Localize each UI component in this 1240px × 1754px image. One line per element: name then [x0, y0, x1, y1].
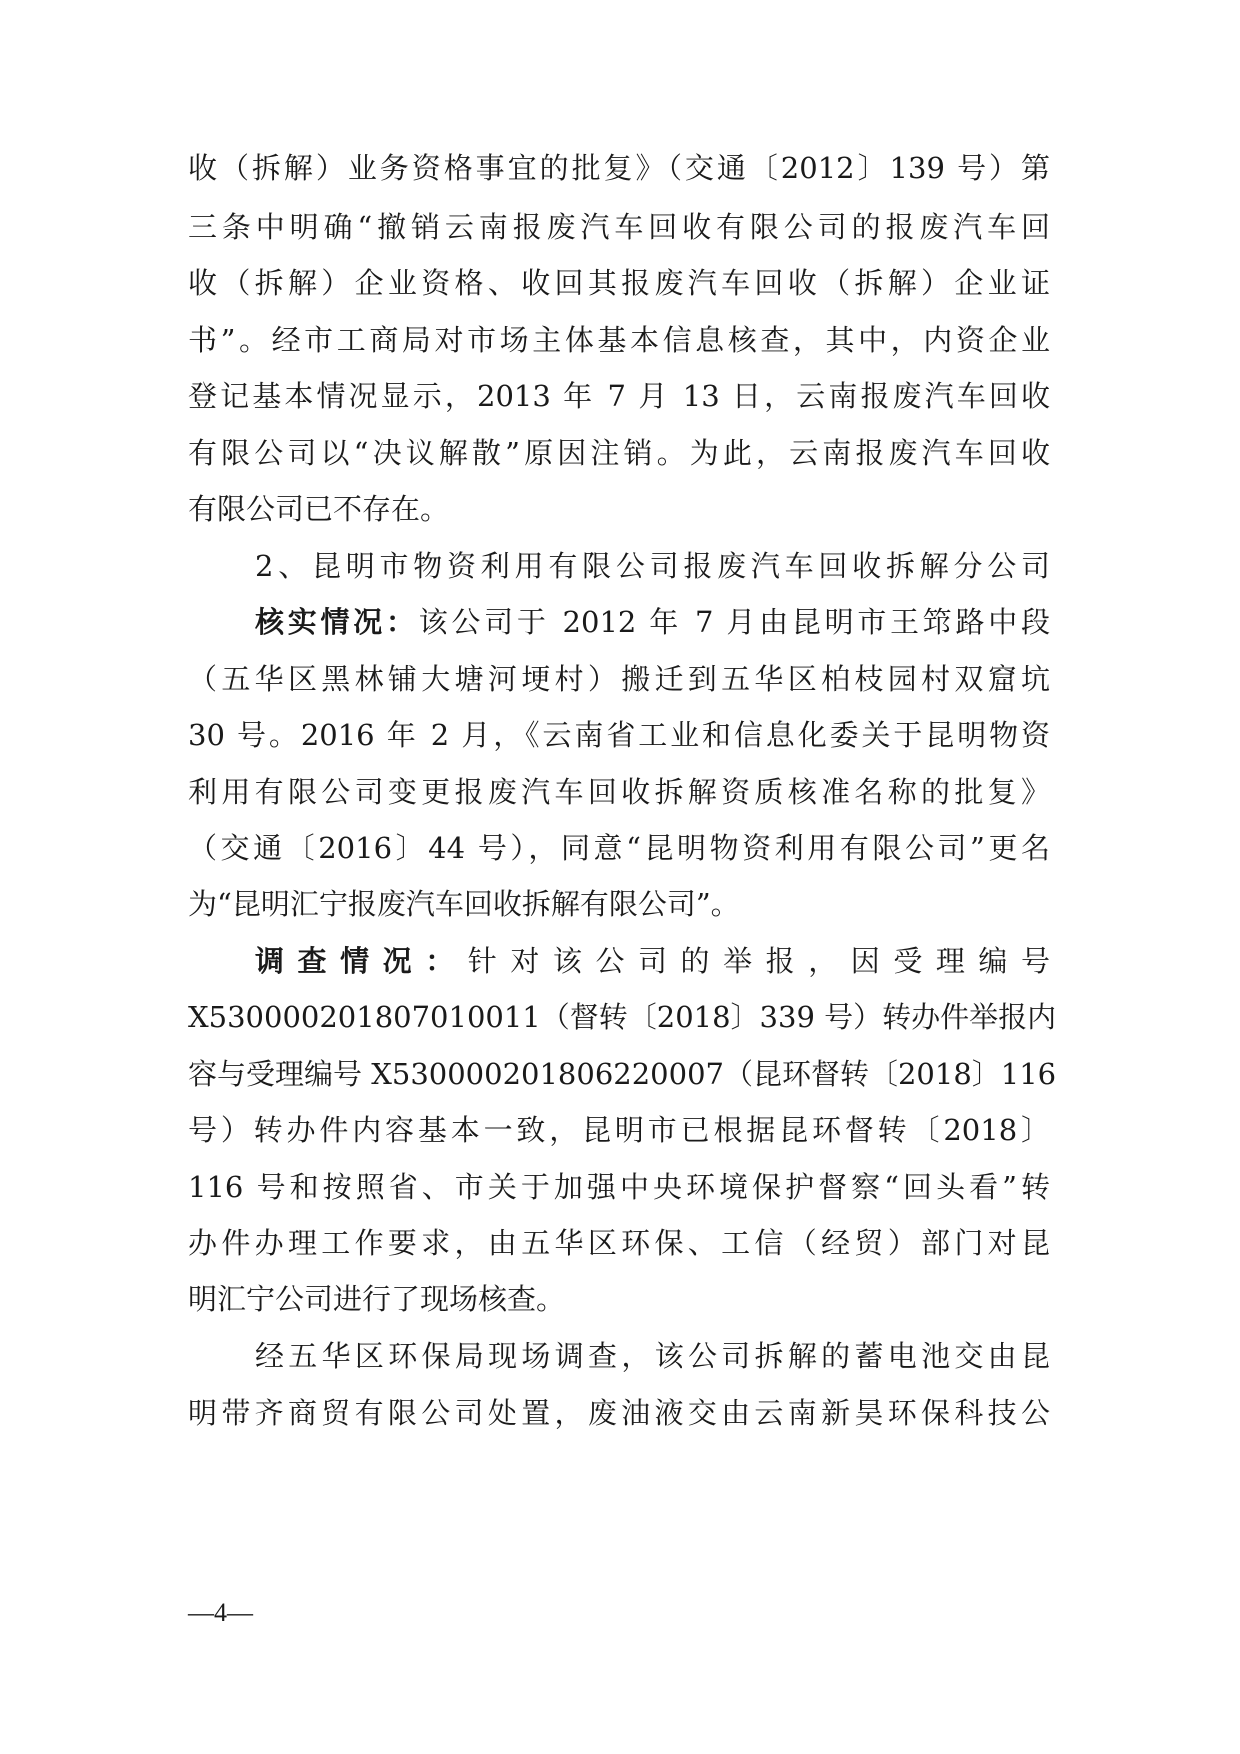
body-line-18: 号）转办件内容基本一致，昆明市已根据昆环督转〔2018〕 [188, 1113, 1050, 1147]
investigation-text: 针对该公司的举报，因受理编号 [467, 944, 1050, 978]
investigation-paragraph-line-1 [255, 941, 1050, 981]
body-line-3: 收（拆解）企业资格、收回其报废汽车回收（拆解）企业证 [188, 266, 1050, 300]
body-line-7: 有限公司已不存在。 [188, 492, 450, 526]
body-line-19: 116 号和按照省、市关于加强中央环境保护督察“回头看”转 [188, 1170, 1050, 1204]
body-line-22: 经五华区环保局现场调查，该公司拆解的蓄电池交由昆 [255, 1339, 1050, 1373]
verification-text: 该公司于 2012 年 7 月由昆明市王筇路中段 [418, 605, 1050, 639]
body-line-2: 三条中明确“撤销云南报废汽车回收有限公司的报废汽车回 [188, 210, 1050, 244]
page-number: —4— [188, 1598, 253, 1627]
body-line-17: 容与受理编号 X530000201806220007（昆环督转〔2018〕116 [188, 1057, 1057, 1091]
verification-label: 核实情况： [255, 605, 419, 639]
body-line-12: 利用有限公司变更报废汽车回收拆解资质核准名称的批复》 [188, 775, 1050, 809]
body-line-20: 办件办理工作要求，由五华区环保、工信（经贸）部门对昆 [188, 1226, 1050, 1260]
body-line-23: 明带齐商贸有限公司处置，废油液交由云南新昊环保科技公 [188, 1396, 1050, 1430]
body-line-10: （五华区黑林铺大塘河埂村）搬迁到五华区柏枝园村双窟坑 [188, 662, 1050, 696]
body-line-1: 收（拆解）业务资格事宜的批复》（交通〔2012〕139 号）第 [188, 151, 1050, 185]
body-line-13: （交通〔2016〕44 号），同意“昆明物资利用有限公司”更名 [188, 831, 1050, 865]
verification-paragraph-line-1 [255, 602, 1050, 642]
body-line-16: X530000201807010011（督转〔2018〕339 号）转办件举报内 [188, 1000, 1057, 1034]
body-line-6: 有限公司以“决议解散”原因注销。为此，云南报废汽车回收 [188, 436, 1050, 470]
body-line-11: 30 号。2016 年 2 月，《云南省工业和信息化委关于昆明物资 [188, 718, 1050, 752]
body-line-4: 书”。经市工商局对市场主体基本信息核查，其中，内资企业 [188, 323, 1050, 357]
body-line-14: 为“昆明汇宁报废汽车回收拆解有限公司”。 [188, 887, 740, 921]
investigation-label: 调查情况： [255, 944, 468, 978]
body-line-21: 明汇宁公司进行了现场核查。 [188, 1282, 566, 1316]
section-heading-2: 2、昆明市物资利用有限公司报废汽车回收拆解分公司 [255, 549, 1050, 583]
body-line-5: 登记基本情况显示，2013 年 7 月 13 日，云南报废汽车回收 [188, 379, 1050, 413]
